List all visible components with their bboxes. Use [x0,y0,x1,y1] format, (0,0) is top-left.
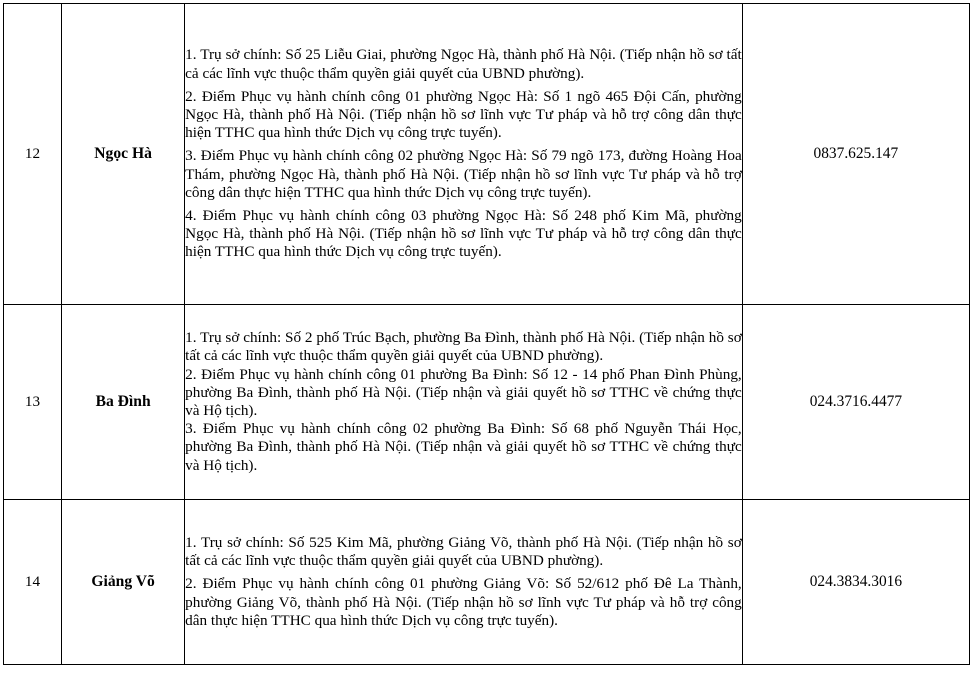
ward-name: Ngọc Hà [62,4,185,305]
address-item: 1. Trụ sở chính: Số 25 Liễu Giai, phường Ngọc Hà, thành phố Hà Nội. (Tiếp nhận hồ sơ tất cả các lĩnh vực thuộc thẩm quyền giải quyết của UBND phường). [185,46,742,82]
phone-number: 024.3716.4477 [742,305,969,500]
address-item: 2. Điểm Phục vụ hành chính công 01 phường Giảng Võ: Số 52/612 phố Đê La Thành, phường Giảng Võ, thành phố Hà Nội. (Tiếp nhận hồ sơ lĩnh vực Tư pháp và hỗ trợ công dân thực hiện TTHC qua hình thức Dịch vụ công trực tuyến). [185,575,742,629]
row-number: 13 [4,305,62,500]
address-item: 3. Điểm Phục vụ hành chính công 02 phường Ba Đình: Số 68 phố Nguyễn Thái Học, phường Ba Đình, thành phố Hà Nội. (Tiếp nhận và giải quyết hồ sơ TTHC về chứng thực và Hộ tịch). [185,420,742,474]
row-number: 12 [4,4,62,305]
phone-number: 0837.625.147 [742,4,969,305]
table-row [4,4,970,305]
address-item: 3. Điểm Phục vụ hành chính công 02 phường Ngọc Hà: Số 79 ngõ 173, đường Hoàng Hoa Thám, phường Ngọc Hà, thành phố Hà Nội. (Tiếp nhận hồ sơ lĩnh vực Tư pháp và hỗ trợ công dân thực hiện TTHC qua hình thức Dịch vụ công trực tuyến). [185,147,742,201]
address-item: 2. Điểm Phục vụ hành chính công 01 phường Ba Đình: Số 12 - 14 phố Phan Đình Phùng, phường Ba Đình, thành phố Hà Nội. (Tiếp nhận và giải quyết hồ sơ TTHC về chứng thực và Hộ tịch). [185,365,742,419]
address-item: 1. Trụ sở chính: Số 525 Kim Mã, phường Giảng Võ, thành phố Hà Nội. (Tiếp nhận hồ sơ tất cả các lĩnh vực thuộc thẩm quyền giải quyết của UBND phường). [185,533,742,570]
row-number: 14 [4,500,62,665]
address-item: 2. Điểm Phục vụ hành chính công 01 phường Ngọc Hà: Số 1 ngõ 465 Đội Cấn, phường Ngọc Hà, thành phố Hà Nội. (Tiếp nhận hồ sơ lĩnh vực Tư pháp và hỗ trợ công dân thực hiện TTHC qua hình thức Dịch vụ công trực tuyến). [185,87,742,142]
ward-name: Giảng Võ [62,500,185,665]
address-cell [185,500,743,665]
address-item: 4. Điểm Phục vụ hành chính công 03 phường Ngọc Hà: Số 248 phố Kim Mã, phường Ngọc Hà, thành phố Hà Nội. (Tiếp nhận hồ sơ lĩnh vực Tư pháp và hỗ trợ công dân thực hiện TTHC qua hình thức Dịch vụ công trực tuyến). [185,207,742,261]
ward-name: Ba Đình [62,305,185,500]
phone-number: 024.3834.3016 [742,500,969,665]
ward-offices-table [3,3,970,665]
address-cell [185,4,743,305]
address-cell [185,305,743,500]
table-row [4,500,970,665]
address-item: 1. Trụ sở chính: Số 2 phố Trúc Bạch, phường Ba Đình, thành phố Hà Nội. (Tiếp nhận hồ sơ tất cả các lĩnh vực thuộc thẩm quyền giải quyết của UBND phường). [185,329,742,365]
table-row [4,305,970,500]
